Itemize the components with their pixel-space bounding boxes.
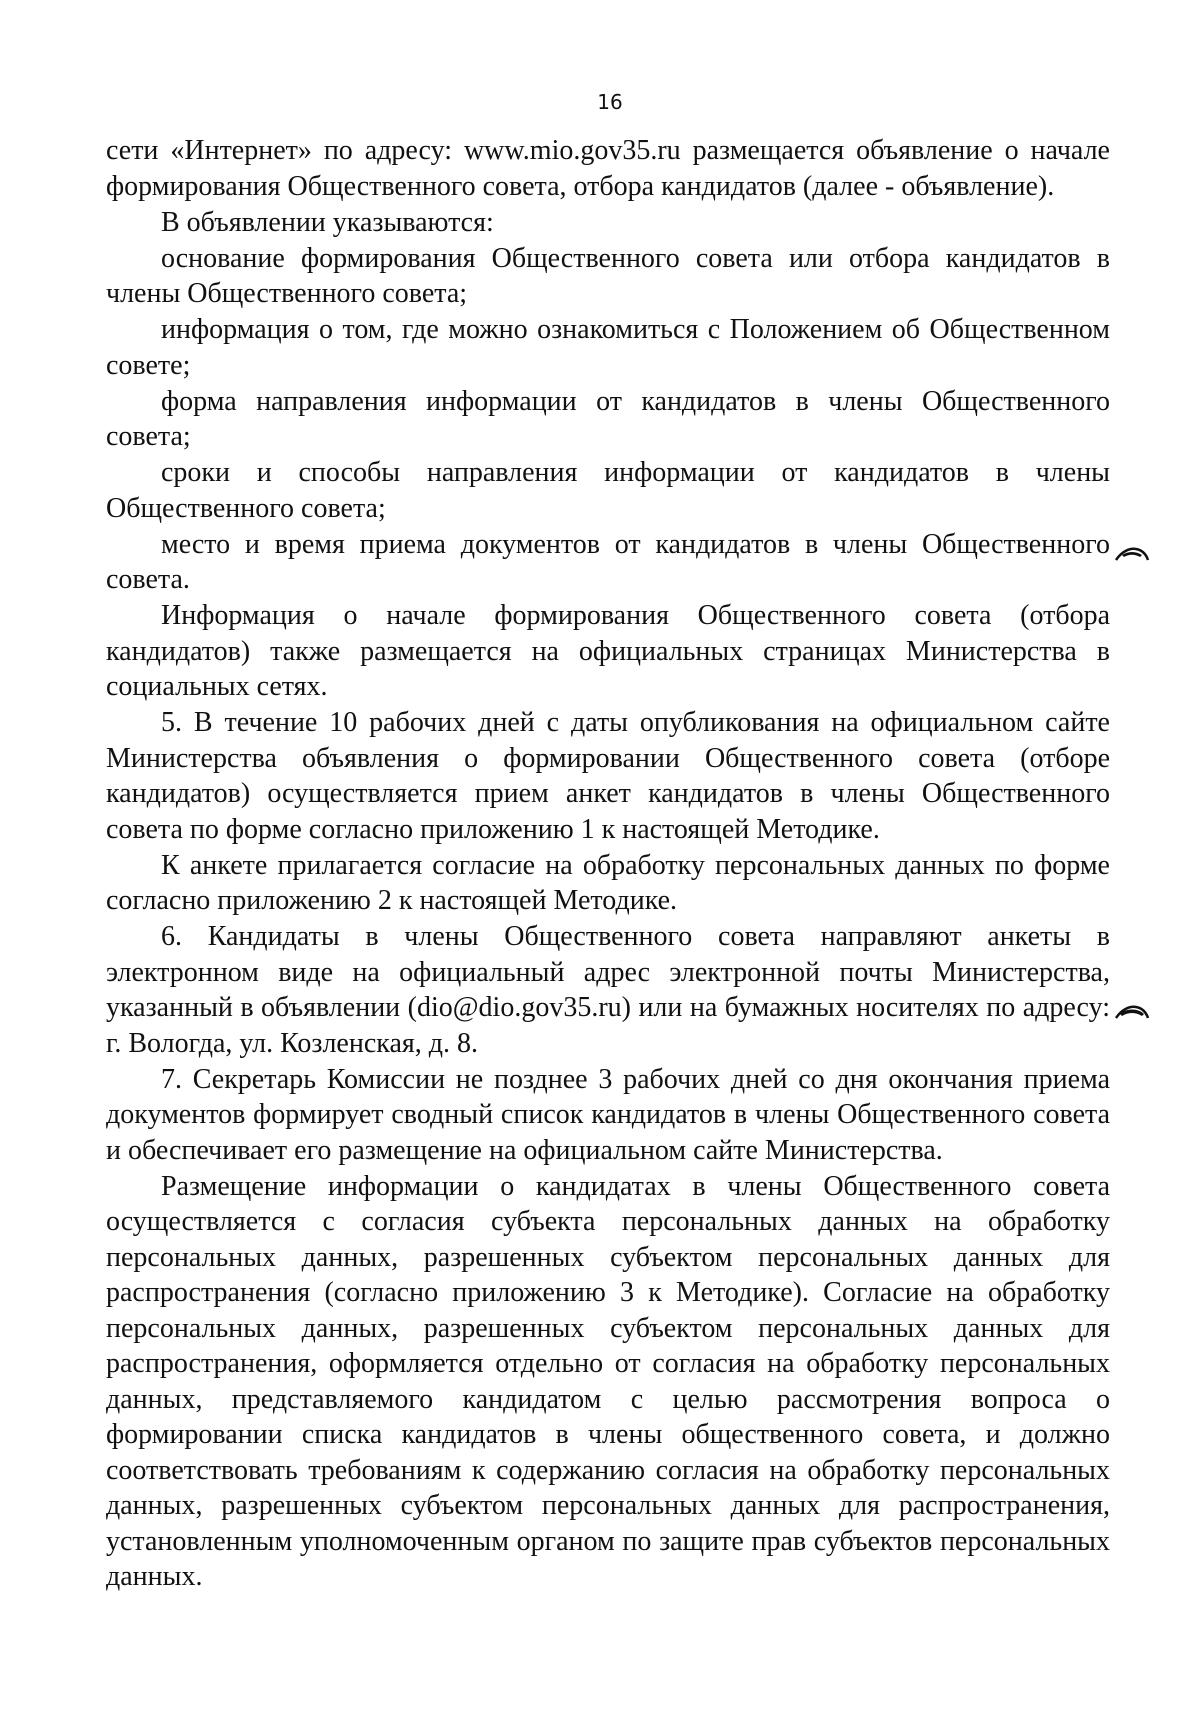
paragraph-deadlines-methods: сроки и способы направления информации от кандидатов в члены Общественного совета;: [106, 457, 1110, 524]
paragraph-announcement-contents: В объявлении указываются:: [161, 206, 494, 238]
paragraph-item-6: 6. Кандидаты в члены Общественного совета направляют анкеты в электронном виде на официальный адрес электронной почты Министерства, указанный в объявлении (dio@dio.gov35.ru) или на бумажных носителях по адресу: г. Вологда, ул. Козленская, д. 8.: [106, 921, 1110, 1059]
paragraph-item-5: 5. В течение 10 рабочих дней с даты опубликования на официальном сайте Министерства объявления о формировании Общественного совета (отборе кандидатов) осуществляется прием анкет кандидатов в члены Общественного совета по форме согласно приложению 1 к настоящей Методике.: [106, 707, 1110, 845]
document-body: [106, 133, 1110, 1595]
paragraph-social-networks: Информация о начале формирования Общественного совета (отбора кандидатов) также размещается на официальных страницах Министерства в социальных сетях.: [106, 600, 1110, 702]
paragraph-basis: основание формирования Общественного совета или отбора кандидатов в члены Общественного совета;: [106, 242, 1110, 309]
paragraph-personal-data: Размещение информации о кандидатах в члены Общественного совета осуществляется с согласия субъекта персональных данных на обработку персональных данных, разрешенных субъектом персональных данных для распространения (согласно приложению 3 к Методике). Согласие на обработку персональных данных, разрешенных субъектом персональных данных для распространения, оформляется отдельно от согласия на обработку персональных данных, представляемого кандидатом с целью рассмотрения вопроса о формировании списка кандидатов в члены общественного совета, и должно соответствовать требованиям к содержанию согласия на обработку персональных данных, разрешенных субъектом персональных данных для распространения, установленным уполномоченным органом по защите прав субъектов персональных данных.: [106, 1170, 1110, 1592]
paragraph-submission-form: форма направления информации от кандидатов в члены Общественного совета;: [106, 385, 1110, 452]
scan-mark-upper: [1114, 545, 1150, 563]
scan-mark-lower: [1114, 1003, 1150, 1021]
paragraph-announcement-continued: сети «Интернет» по адресу: www.mio.gov35.ru размещается объявление о начале формирования Общественного совета, отбора кандидатов (далее - объявление).: [106, 135, 1110, 202]
paragraph-consent: К анкете прилагается согласие на обработку персональных данных по форме согласно приложению 2 к настоящей Методике.: [106, 849, 1110, 916]
paragraph-place-time: место и время приема документов от кандидатов в члены Общественного совета.: [106, 528, 1110, 595]
page-number: 16: [597, 90, 623, 114]
paragraph-regulation-info: информация о том, где можно ознакомиться с Положением об Общественном совете;: [106, 314, 1110, 381]
paragraph-item-7: 7. Секретарь Комиссии не позднее 3 рабочих дней со дня окончания приема документов формирует сводный список кандидатов в члены Общественного совета и обеспечивает его размещение на официальном сайте Министерства.: [106, 1063, 1110, 1166]
